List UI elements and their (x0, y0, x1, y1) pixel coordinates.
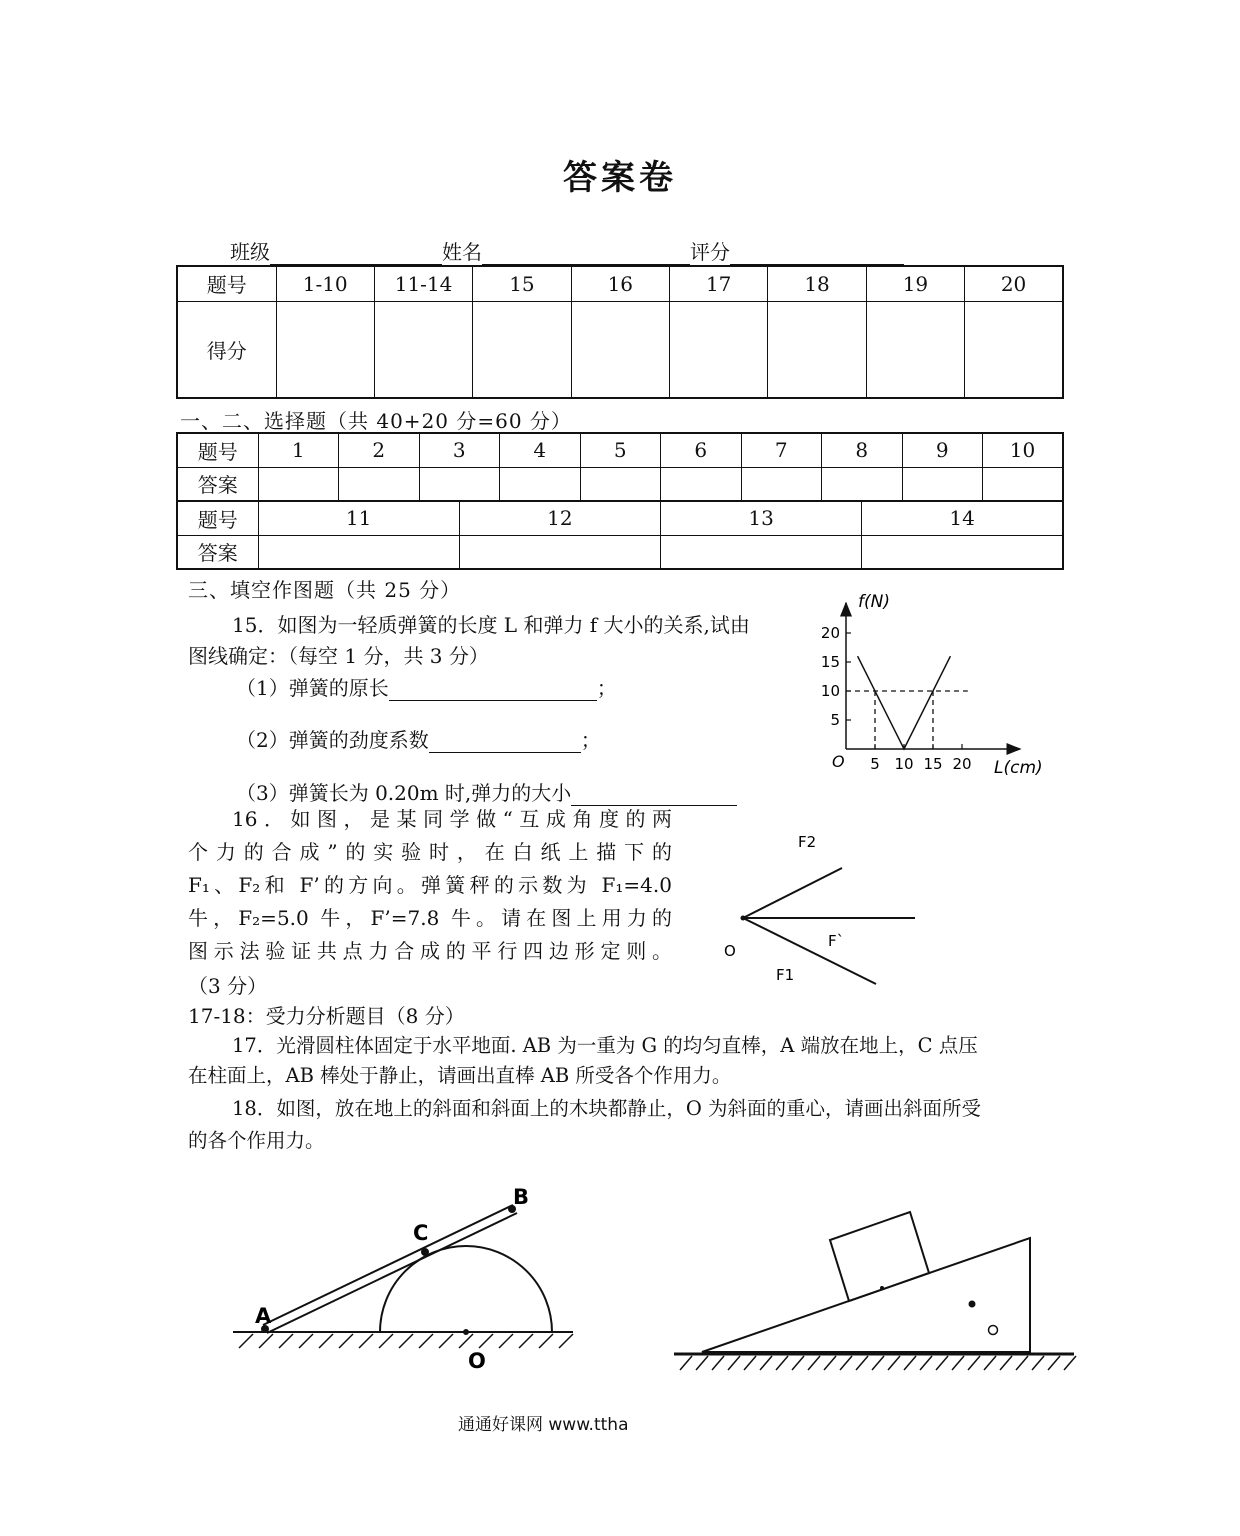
answer-table-1-10 (176, 432, 1064, 502)
score-col: 18 (768, 266, 866, 301)
section1-heading: 一、二、选择题（共 40+20 分=60 分） (180, 409, 572, 433)
q15-sub2-text: （2）弹簧的劲度系数 (236, 728, 429, 752)
cylinder-center-point (463, 1329, 469, 1335)
q17-18-heading: 17-18：受力分析题目（8 分） (188, 1004, 465, 1028)
ground-hatching (680, 1356, 1076, 1370)
answer-cell[interactable] (661, 535, 862, 569)
wooden-block (830, 1212, 929, 1301)
score-col: 11-14 (374, 266, 472, 301)
hatch-mark (888, 1356, 900, 1370)
q17-line1: 17．光滑圆柱体固定于水平地面. AB 为一重为 G 的均匀直棒，A 端放在地上，C 点压 (232, 1034, 978, 1057)
label-a: A (255, 1304, 272, 1328)
origin-point (741, 916, 746, 921)
f1-label: F1 (776, 966, 795, 984)
score-header-label: 题号 (177, 266, 276, 301)
label-o: O (468, 1349, 486, 1373)
hatch-mark (399, 1334, 413, 1348)
q15-answer-blank-1[interactable] (389, 678, 597, 701)
name-blank[interactable] (482, 242, 690, 265)
y-tick-label: 15 (820, 653, 840, 671)
section3-heading: 三、填空作图题（共 25 分） (188, 578, 462, 602)
center-of-mass-point (969, 1301, 976, 1308)
incline-block-figure (670, 1200, 1080, 1380)
q15-sub1-end: ； (596, 676, 617, 700)
question-number-label: 题号 (177, 433, 258, 467)
center-o-circle (989, 1326, 998, 1335)
answer-cell[interactable] (822, 467, 903, 501)
class-blank[interactable] (270, 242, 442, 265)
score-col: 19 (866, 266, 964, 301)
hatch-mark (1000, 1356, 1012, 1370)
question-number: 10 (983, 433, 1064, 467)
point-c (421, 1248, 429, 1256)
question-number: 7 (741, 433, 822, 467)
q15-sub1 (236, 672, 617, 701)
score-table-header-row (177, 266, 1063, 301)
answer-table-11-14 (176, 500, 1064, 570)
rod-edge-top (263, 1205, 513, 1325)
hatch-mark (696, 1356, 708, 1370)
y-tick-label: 20 (820, 624, 840, 642)
hatch-mark (760, 1356, 772, 1370)
x-tick-label: 10 (894, 755, 914, 773)
hatch-mark (359, 1334, 373, 1348)
q18-line2: 的各个作用力。 (188, 1129, 325, 1152)
rod-cylinder-figure (225, 1180, 585, 1380)
hatch-mark (792, 1356, 804, 1370)
answer-cell[interactable] (862, 535, 1063, 569)
x-axis-label: L(cm) (994, 758, 1043, 778)
hatch-mark (339, 1334, 353, 1348)
y-axis-label: f(N) (858, 592, 890, 612)
q15-sub2-end: ； (580, 728, 601, 752)
question-number: 11 (258, 501, 459, 535)
score-col: 16 (571, 266, 669, 301)
hatch-mark (920, 1356, 932, 1370)
answer-cell[interactable] (500, 467, 581, 501)
hatch-mark (856, 1356, 868, 1370)
score-col: 20 (965, 266, 1063, 301)
f1-direction-line (743, 918, 876, 984)
hatch-mark (984, 1356, 996, 1370)
hatch-mark (968, 1356, 980, 1370)
q16-line6: （3 分） (188, 974, 268, 998)
score-cell[interactable] (374, 301, 472, 398)
hatch-mark (824, 1356, 836, 1370)
score-cell[interactable] (571, 301, 669, 398)
question-number: 8 (822, 433, 903, 467)
hatch-mark (439, 1334, 453, 1348)
class-label: 班级 (230, 240, 270, 264)
hatch-mark (519, 1334, 533, 1348)
question-number: 1 (258, 433, 339, 467)
score-cell[interactable] (866, 301, 964, 398)
contact-point (880, 1286, 884, 1290)
q15-sub3 (236, 777, 737, 806)
question-number: 9 (902, 433, 983, 467)
hatch-mark (744, 1356, 756, 1370)
score-cell[interactable] (965, 301, 1063, 398)
ground-hatching (239, 1334, 573, 1348)
answer-cell[interactable] (902, 467, 983, 501)
score-label: 评分 (690, 240, 730, 264)
score-table (176, 265, 1064, 399)
score-blank[interactable] (730, 242, 904, 265)
q16-line1: 16．如图，是某同学做“互成角度的两 (232, 807, 672, 831)
student-info-line (230, 236, 904, 265)
score-cell[interactable] (473, 301, 571, 398)
q15-sub1-text: （1）弹簧的原长 (236, 676, 389, 700)
question-number: 6 (661, 433, 742, 467)
hatch-mark (559, 1334, 573, 1348)
hatch-mark (459, 1334, 473, 1348)
answer-cell[interactable] (419, 467, 500, 501)
question-number-label: 题号 (177, 501, 258, 535)
q16-line4: 牛，F₂=5.0 牛，F’=7.8 牛。请在图上用力的 (188, 906, 672, 930)
hatch-mark (680, 1356, 692, 1370)
hatch-mark (419, 1334, 433, 1348)
f2-direction-line (743, 868, 842, 918)
answer-cell[interactable] (339, 467, 420, 501)
q16-line2: 个力的合成”的实验时，在白纸上描下的 (188, 840, 672, 864)
question-number: 2 (339, 433, 420, 467)
question-number: 12 (459, 501, 660, 535)
score-row-label: 得分 (177, 301, 276, 398)
hatch-mark (728, 1356, 740, 1370)
answer-cell[interactable] (741, 467, 822, 501)
origin-o-label: O (724, 942, 736, 960)
question-number: 14 (862, 501, 1063, 535)
x-tick-label: 15 (923, 755, 943, 773)
hatch-mark (499, 1334, 513, 1348)
label-c: C (413, 1221, 429, 1245)
answer-cell[interactable] (580, 467, 661, 501)
answer-label: 答案 (177, 535, 258, 569)
hatch-mark (712, 1356, 724, 1370)
force-composition-figure (700, 820, 940, 1000)
score-col: 1-10 (276, 266, 374, 301)
hatch-mark (299, 1334, 313, 1348)
hatch-mark (539, 1334, 553, 1348)
hatch-mark (872, 1356, 884, 1370)
spring-force-chart (800, 585, 1060, 785)
y-tick-label: 5 (830, 711, 840, 729)
y-tick-label: 10 (820, 682, 840, 700)
x-tick-label: 5 (870, 755, 880, 773)
hatch-mark (904, 1356, 916, 1370)
name-label: 姓名 (442, 240, 482, 264)
origin-label: O (832, 752, 845, 771)
hatch-mark (379, 1334, 393, 1348)
hatch-mark (239, 1334, 253, 1348)
answer-label: 答案 (177, 467, 258, 501)
page-title: 答案卷 (563, 158, 677, 198)
label-b: B (513, 1185, 530, 1209)
hatch-mark (840, 1356, 852, 1370)
hatch-mark (1064, 1356, 1076, 1370)
q15-answer-blank-2[interactable] (429, 730, 581, 753)
q15-line1: 15．如图为一轻质弹簧的长度 L 和弹力 f 大小的关系,试由 (232, 613, 750, 637)
hatch-mark (776, 1356, 788, 1370)
answer-cell[interactable] (459, 535, 660, 569)
q16-line3: F₁、F₂和 F’的方向。弹簧秤的示数为 F₁=4.0 (188, 873, 672, 897)
hatch-mark (479, 1334, 493, 1348)
question-number: 13 (661, 501, 862, 535)
footer-watermark: 通通好课网 www.ttha (458, 1415, 629, 1435)
answer-cell[interactable] (258, 467, 339, 501)
hatch-mark (279, 1334, 293, 1348)
x-tick-label: 20 (952, 755, 972, 773)
fprime-label: F` (828, 932, 845, 950)
q16-line5: 图示法验证共点力合成的平行四边形定则。 (188, 939, 672, 963)
score-cell[interactable] (768, 301, 866, 398)
hatch-mark (952, 1356, 964, 1370)
score-cell[interactable] (276, 301, 374, 398)
score-cell[interactable] (670, 301, 768, 398)
hatch-mark (259, 1334, 273, 1348)
hatch-mark (1048, 1356, 1060, 1370)
q17-line2: 在柱面上，AB 棒处于静止，请画出直棒 AB 所受各个作用力。 (188, 1064, 732, 1087)
score-col: 17 (670, 266, 768, 301)
answer-cell[interactable] (661, 467, 742, 501)
question-number: 4 (500, 433, 581, 467)
q15-sub2 (236, 724, 601, 753)
question-number: 3 (419, 433, 500, 467)
question-number: 5 (580, 433, 661, 467)
hatch-mark (808, 1356, 820, 1370)
hatch-mark (1032, 1356, 1044, 1370)
rod-edge-bottom (267, 1213, 517, 1333)
q18-line1: 18．如图，放在地上的斜面和斜面上的木块都静止，O 为斜面的重心，请画出斜面所受 (232, 1097, 981, 1120)
f2-label: F2 (798, 833, 817, 851)
hatch-mark (936, 1356, 948, 1370)
cylinder-outline (380, 1246, 552, 1332)
hatch-mark (1016, 1356, 1028, 1370)
score-col: 15 (473, 266, 571, 301)
q15-line2: 图线确定：（每空 1 分，共 3 分） (188, 644, 489, 668)
answer-cell[interactable] (983, 467, 1064, 501)
score-table-score-row (177, 301, 1063, 398)
force-length-line (858, 656, 951, 749)
answer-cell[interactable] (258, 535, 459, 569)
q15-sub3-text: （3）弹簧长为 0.20m 时,弹力的大小 (236, 781, 572, 805)
hatch-mark (319, 1334, 333, 1348)
